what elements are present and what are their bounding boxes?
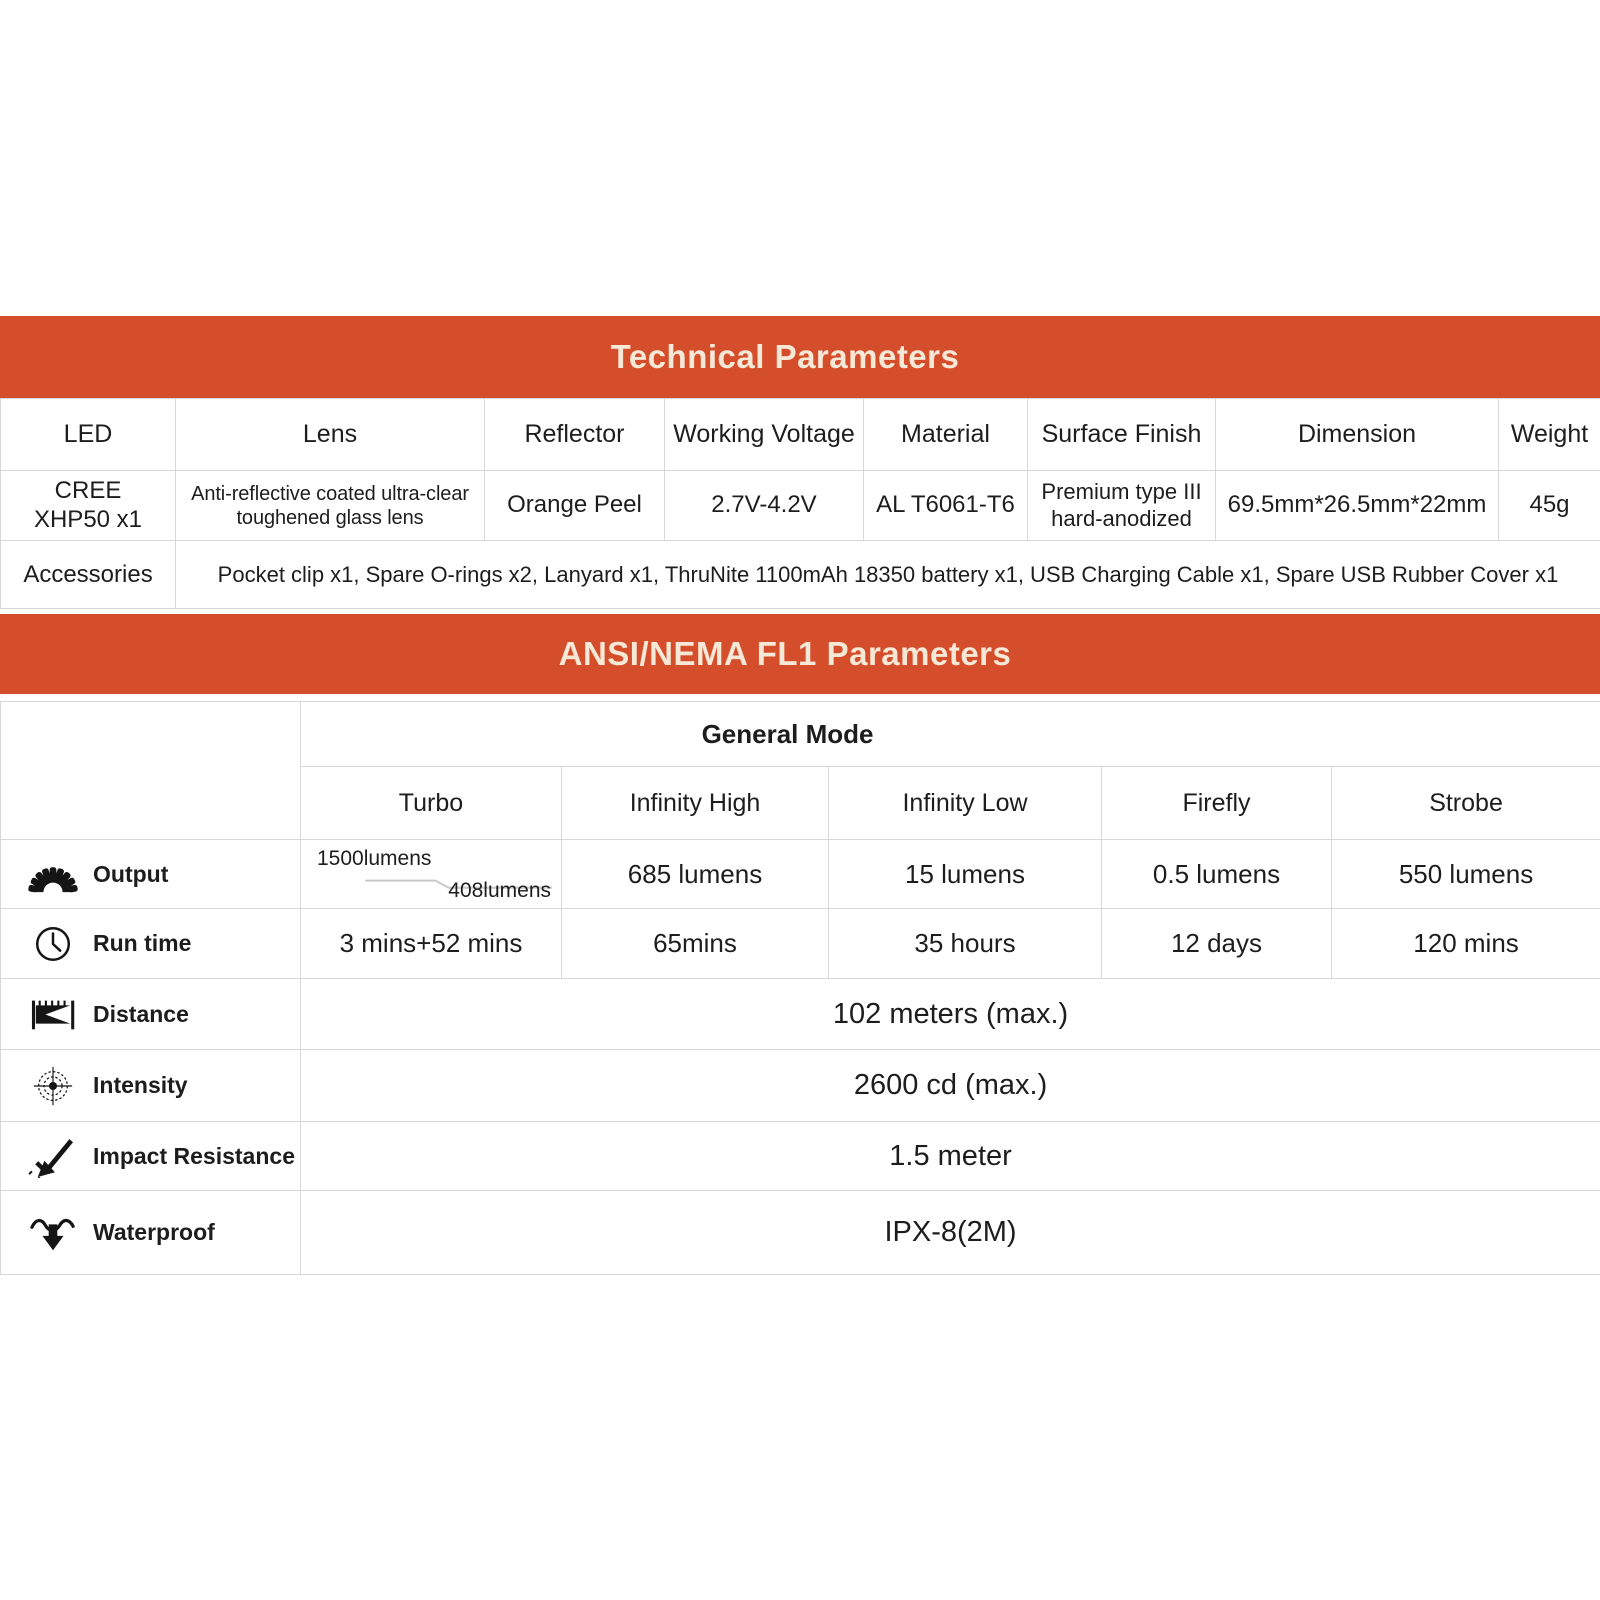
accessories-value: Pocket clip x1, Spare O-rings x2, Lanyard x1, ThruNite 1100mAh 18350 battery x1, USB Charging Cable x1, Spare USB Rubber Cover x1 (176, 541, 1600, 609)
tech-header-reflector: Reflector (485, 399, 665, 471)
tech-header-led: LED (1, 399, 176, 471)
distance-value: 102 meters (max.) (301, 979, 1600, 1050)
mode-firefly: Firefly (1102, 767, 1332, 840)
impact-resistance-label: Impact Resistance (93, 1142, 295, 1169)
accessories-row (1, 541, 1600, 609)
tech-value-lens: Anti-reflective coated ultra-clear toughened glass lens (176, 471, 485, 541)
intensity-label-cell (1, 1050, 301, 1122)
clock-icon (27, 922, 79, 966)
impact-resistance-label-cell (1, 1122, 301, 1191)
tech-value-material: AL T6061-T6 (864, 471, 1028, 541)
mode-strobe: Strobe (1332, 767, 1600, 840)
run-time-row (1, 909, 1600, 979)
waterproof-label-cell (1, 1191, 301, 1275)
intensity-label: Intensity (93, 1072, 188, 1098)
water-drop-icon (27, 1211, 79, 1255)
general-mode-row (1, 702, 1600, 767)
mode-turbo: Turbo (301, 767, 562, 840)
output-label-cell (1, 840, 301, 909)
turbo-output-stepdown: 408lumens (448, 879, 551, 902)
run-time-label-cell (1, 909, 301, 979)
tech-value-weight: 45g (1499, 471, 1600, 541)
output-infinity-low: 15 lumens (829, 840, 1102, 909)
accessories-label: Accessories (1, 541, 176, 609)
impact-resistance-value: 1.5 meter (301, 1122, 1600, 1191)
run-time-label: Run time (93, 930, 192, 956)
tech-header-row (1, 399, 1600, 471)
turbo-output-start: 1500lumens (317, 847, 432, 870)
mode-infinity-high: Infinity High (562, 767, 829, 840)
waterproof-value: IPX-8(2M) (301, 1191, 1600, 1275)
runtime-infinity-low: 35 hours (829, 909, 1102, 979)
technical-parameters-table (0, 398, 1600, 609)
general-mode-header: General Mode (301, 702, 1600, 767)
tech-value-led: CREE XHP50 x1 (1, 471, 176, 541)
impact-arrow-icon (27, 1134, 79, 1178)
waterproof-label: Waterproof (93, 1219, 215, 1245)
mode-infinity-low: Infinity Low (829, 767, 1102, 840)
impact-resistance-row (1, 1122, 1600, 1191)
top-whitespace (0, 0, 1600, 316)
tech-header-dimension: Dimension (1216, 399, 1499, 471)
output-row (1, 840, 1600, 909)
technical-parameters-title: Technical Parameters (610, 338, 960, 375)
output-infinity-high: 685 lumens (562, 840, 829, 909)
distance-label-cell (1, 979, 301, 1050)
output-firefly: 0.5 lumens (1102, 840, 1332, 909)
fl1-parameters-table (0, 701, 1600, 1275)
runtime-turbo: 3 mins+52 mins (301, 909, 562, 979)
runtime-infinity-high: 65mins (562, 909, 829, 979)
beam-distance-icon (27, 992, 79, 1036)
tech-value-reflector: Orange Peel (485, 471, 665, 541)
tech-header-surface-finish: Surface Finish (1028, 399, 1216, 471)
tech-value-surface-finish: Premium type III hard-anodized (1028, 471, 1216, 541)
technical-parameters-header (0, 316, 1600, 398)
waterproof-row (1, 1191, 1600, 1275)
distance-row (1, 979, 1600, 1050)
turbo-output-cell (301, 840, 562, 909)
tech-value-dimension: 69.5mm*26.5mm*22mm (1216, 471, 1499, 541)
tech-header-working-voltage: Working Voltage (665, 399, 864, 471)
brightness-icon (27, 852, 79, 896)
tech-value-working-voltage: 2.7V-4.2V (665, 471, 864, 541)
fl1-parameters-title: ANSI/NEMA FL1 Parameters (558, 635, 1012, 672)
tech-header-lens: Lens (176, 399, 485, 471)
target-icon (27, 1064, 79, 1108)
tech-header-material: Material (864, 399, 1028, 471)
intensity-value: 2600 cd (max.) (301, 1050, 1600, 1122)
runtime-strobe: 120 mins (1332, 909, 1600, 979)
fl1-parameters-header (0, 614, 1600, 694)
tech-values-row (1, 471, 1600, 541)
output-label: Output (93, 860, 169, 887)
fl1-corner-cell (1, 702, 301, 840)
intensity-row (1, 1050, 1600, 1122)
tech-header-weight: Weight (1499, 399, 1600, 471)
distance-label: Distance (93, 1000, 189, 1027)
runtime-firefly: 12 days (1102, 909, 1332, 979)
output-strobe: 550 lumens (1332, 840, 1600, 909)
